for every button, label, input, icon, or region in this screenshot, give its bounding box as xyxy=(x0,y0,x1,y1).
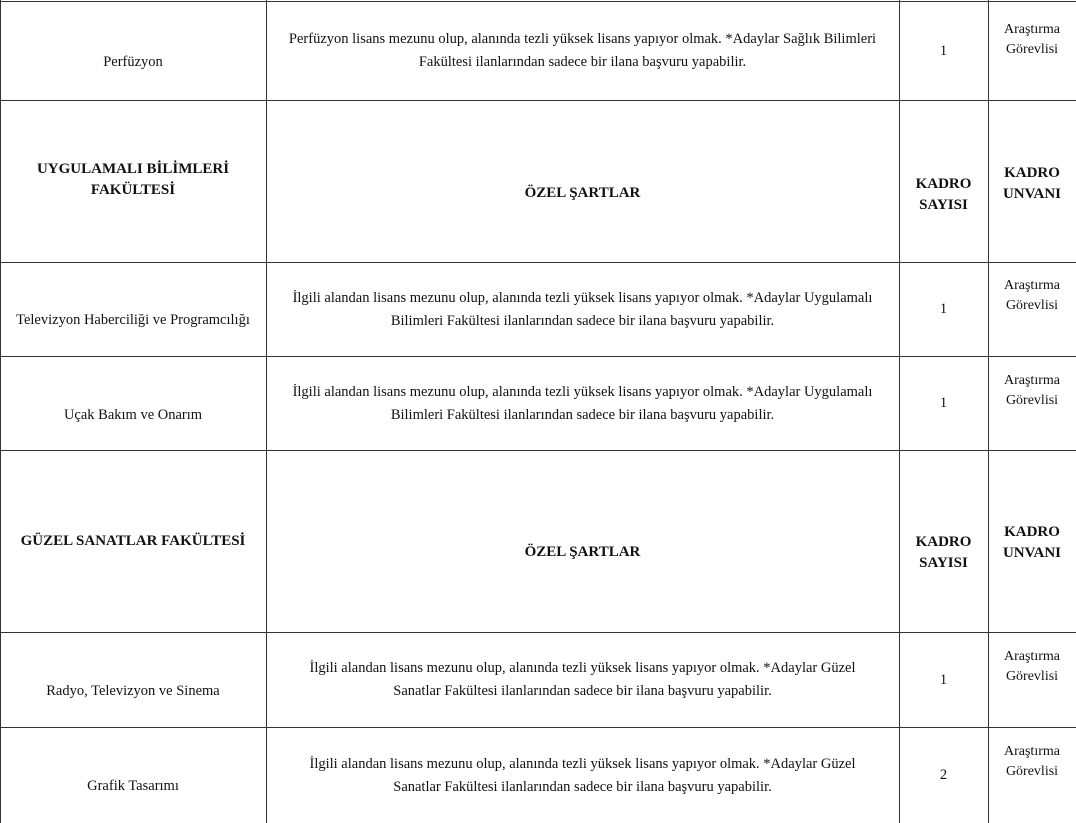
conditions-cell xyxy=(266,2,899,100)
position-title: Görevlisi xyxy=(1005,764,1059,779)
position-title: Görevlisi xyxy=(1005,669,1059,684)
position-count: 1 xyxy=(939,671,948,688)
program-name: Uçak Bakım ve Onarım xyxy=(63,406,203,423)
title-cell xyxy=(988,369,1076,413)
position-count: 1 xyxy=(939,395,948,411)
program-name: Radyo, Televizyon ve Sinema xyxy=(46,682,220,699)
conditions-line: Fakültesi ilanlarından sadece bir ilana başvuru yapabilir. xyxy=(418,54,747,70)
conditions-cell xyxy=(266,357,899,450)
faculty-name: GÜZEL SANATLAR FAKÜLTESİ xyxy=(20,532,246,549)
title-header: UNVANI xyxy=(1002,186,1062,202)
conditions-header-cell xyxy=(266,101,899,285)
title-header: KADRO xyxy=(1004,165,1060,181)
program-cell xyxy=(0,395,266,435)
title-cell xyxy=(988,740,1076,784)
program-name: Televizyon Haberciliği ve Programcılığı xyxy=(16,311,250,328)
position-count: 1 xyxy=(939,42,948,59)
conditions-line: Bilimleri Fakültesi ilanlarından sadece bir ilana başvuru yapabilir. xyxy=(390,406,775,423)
conditions-header: ÖZEL ŞARTLAR xyxy=(524,184,641,201)
count-header-cell xyxy=(899,529,988,577)
position-count: 2 xyxy=(939,767,948,783)
faculty-header-cell xyxy=(0,528,266,554)
conditions-line: Bilimleri Fakültesi ilanlarından sadece bir ilana başvuru yapabilir. xyxy=(390,312,775,329)
title-cell xyxy=(988,274,1076,318)
conditions-line: Sanatlar Fakültesi ilanlarından sadece bir ilana başvuru yapabilir. xyxy=(393,778,772,795)
title-header: UNVANI xyxy=(1002,545,1062,561)
position-count: 1 xyxy=(939,301,948,317)
conditions-line: İlgili alandan lisans mezunu olup, alanında tezli yüksek lisans yapıyor olmak. *Adaylar Uygulamalı xyxy=(292,383,873,400)
title-cell xyxy=(988,18,1076,62)
count-cell xyxy=(899,2,988,100)
conditions-header: ÖZEL ŞARTLAR xyxy=(524,543,641,560)
title-cell xyxy=(988,645,1076,689)
faculty-header-cell xyxy=(0,156,266,204)
position-title: Araştırma xyxy=(1004,649,1060,664)
title-header: KADRO xyxy=(1004,524,1060,540)
count-cell xyxy=(899,357,988,450)
position-title: Görevlisi xyxy=(1005,298,1059,313)
count-header: KADRO xyxy=(915,534,972,550)
conditions-line: İlgili alandan lisans mezunu olup, alanında tezli yüksek lisans yapıyor olmak. *Adaylar Güzel xyxy=(309,755,856,772)
title-header-cell xyxy=(988,519,1076,567)
position-title: Görevlisi xyxy=(1005,42,1059,57)
program-name: Grafik Tasarımı xyxy=(87,777,179,794)
conditions-line: İlgili alandan lisans mezunu olup, alanında tezli yüksek lisans yapıyor olmak. *Adaylar Uygulamalı xyxy=(292,289,873,306)
program-name: Perfüzyon xyxy=(103,53,163,70)
conditions-cell xyxy=(266,728,899,823)
position-title: Araştırma xyxy=(1004,373,1060,388)
conditions-line: Sanatlar Fakültesi ilanlarından sadece bir ilana başvuru yapabilir. xyxy=(393,683,772,699)
position-title: Araştırma xyxy=(1004,22,1060,37)
program-cell xyxy=(0,300,266,340)
count-header: SAYISI xyxy=(919,197,968,213)
conditions-cell xyxy=(266,263,899,356)
program-cell xyxy=(0,671,266,711)
count-header-cell xyxy=(899,171,988,219)
conditions-line: Perfüzyon lisans mezunu olup, alanında tezli yüksek lisans yapıyor olmak. *Adaylar Sağlık Bilimleri xyxy=(288,31,877,47)
count-cell xyxy=(899,728,988,823)
conditions-cell xyxy=(266,633,899,727)
conditions-line: İlgili alandan lisans mezunu olup, alanında tezli yüksek lisans yapıyor olmak. *Adaylar Güzel xyxy=(309,660,856,676)
count-cell xyxy=(899,633,988,727)
count-cell xyxy=(899,263,988,356)
conditions-header-cell xyxy=(266,451,899,653)
title-header-cell xyxy=(988,160,1076,208)
position-title: Görevlisi xyxy=(1005,393,1059,408)
faculty-name: FAKÜLTESİ xyxy=(90,182,176,198)
position-title: Araştırma xyxy=(1004,744,1060,759)
program-cell xyxy=(0,42,266,82)
count-header: KADRO xyxy=(915,176,972,192)
count-header: SAYISI xyxy=(919,555,968,571)
position-title: Araştırma xyxy=(1004,278,1060,293)
program-cell xyxy=(0,766,266,806)
faculty-name: UYGULAMALI BİLİMLERİ xyxy=(36,161,230,177)
